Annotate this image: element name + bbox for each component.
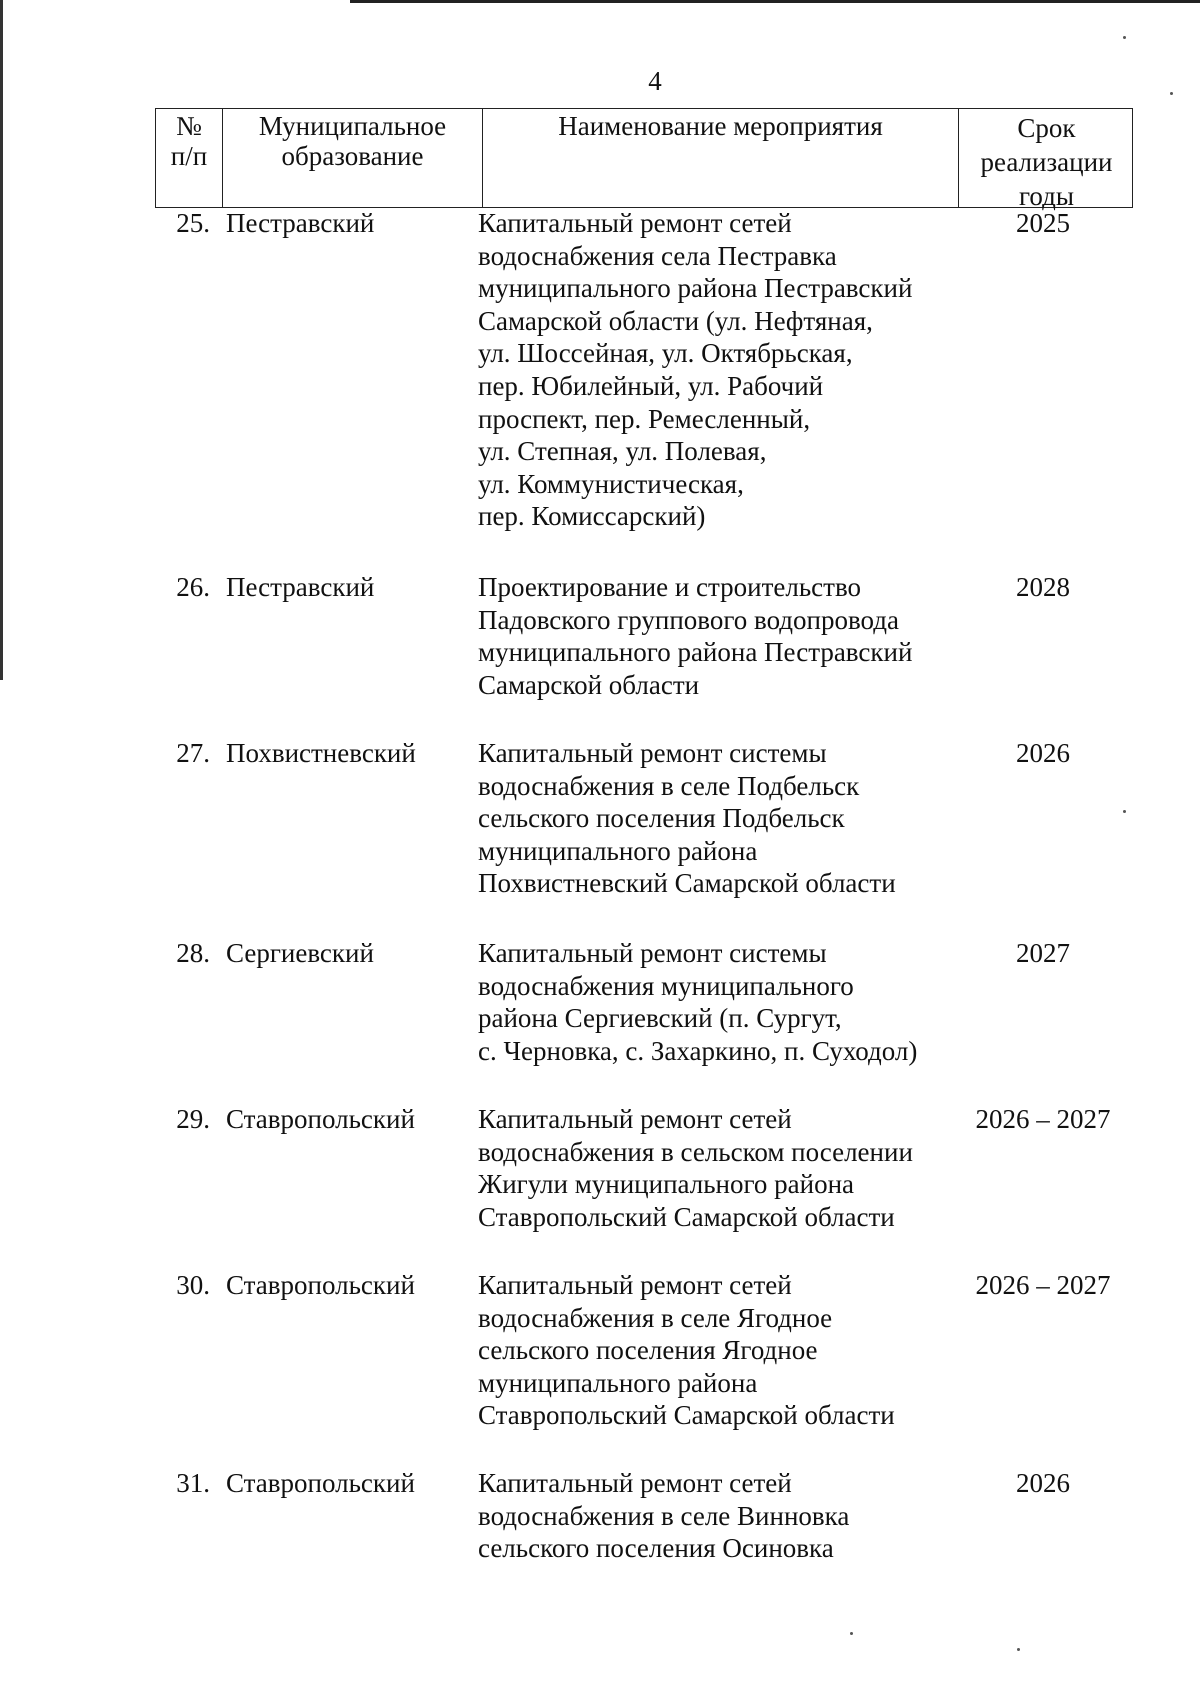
row-event xyxy=(478,571,958,701)
row-event-line: Падовского группового водопровода xyxy=(478,604,900,635)
row-event xyxy=(478,737,958,900)
row-number: 30. xyxy=(176,1270,210,1300)
row-event-line: Жигули муниципального района xyxy=(478,1169,855,1200)
row-term: 2026 – 2027 xyxy=(975,1104,1111,1134)
row-number: 28. xyxy=(176,938,210,968)
row-event-line: района Сергиевский (п. Сургут, xyxy=(478,1003,842,1034)
row-event-line: муниципального района Пестравский xyxy=(478,273,913,304)
row-event-line: Капитальный ремонт сетей xyxy=(478,1270,792,1300)
row-number: 31. xyxy=(176,1468,210,1498)
row-term: 2026 xyxy=(1016,1468,1070,1498)
row-event-line: муниципального района xyxy=(478,1367,758,1398)
top-edge-rule xyxy=(350,0,1200,3)
row-event-line: муниципального района Пестравский xyxy=(478,637,913,668)
header-term-cell xyxy=(959,109,1134,211)
header-municipality-line: образование xyxy=(281,141,424,171)
row-number: 27. xyxy=(176,738,210,768)
row-event-line: пер. Юбилейный, ул. Рабочий xyxy=(478,370,824,401)
row-event xyxy=(478,207,958,533)
row-event-line: сельского поселения Подбельск xyxy=(478,803,845,834)
row-event-line: Капитальный ремонт сетей xyxy=(478,1468,792,1498)
row-municipality: Пестравский xyxy=(226,208,375,238)
row-municipality: Ставропольский xyxy=(226,1104,415,1134)
row-event-line: Капитальный ремонт системы xyxy=(478,938,827,968)
row-event-line: пер. Комиссарский) xyxy=(478,501,706,532)
row-term: 2026 – 2027 xyxy=(975,1270,1111,1300)
header-term-line: Срок xyxy=(1017,113,1076,143)
scan-speck xyxy=(1123,36,1126,39)
row-event xyxy=(478,1269,958,1432)
row-term: 2027 xyxy=(1016,938,1070,968)
header-event-line: Наименование мероприятия xyxy=(558,111,883,141)
row-event-line: Капитальный ремонт системы xyxy=(478,738,827,768)
header-number-line: № xyxy=(176,111,202,141)
row-event xyxy=(478,1103,958,1233)
table-header xyxy=(155,108,1133,211)
scan-speck xyxy=(1123,810,1126,813)
row-event-line: муниципального района xyxy=(478,835,758,866)
row-municipality: Сергиевский xyxy=(226,938,374,968)
header-municipality-cell xyxy=(223,109,483,207)
row-event-line: водоснабжения в селе Подбельск xyxy=(478,770,860,801)
row-event-line: Ставропольский Самарской области xyxy=(478,1201,895,1232)
row-event-line: сельского поселения Ягодное xyxy=(478,1335,818,1366)
row-event-line: водоснабжения в сельском поселении xyxy=(478,1136,913,1167)
row-event-line: водоснабжения в селе Винновка xyxy=(478,1500,850,1531)
header-number-line: п/п xyxy=(170,141,208,171)
header-number-cell xyxy=(156,109,223,207)
row-number: 26. xyxy=(176,572,210,602)
row-event-line: Самарской области (ул. Нефтяная, xyxy=(478,305,873,336)
row-event-line: водоснабжения села Пестравка xyxy=(478,240,837,271)
row-term: 2028 xyxy=(1016,572,1070,602)
row-event-line: ул. Коммунистическая, xyxy=(478,468,744,499)
header-term-line: реализации xyxy=(980,147,1113,177)
row-event-line: Похвистневский Самарской области xyxy=(478,868,896,899)
scan-speck xyxy=(1170,92,1173,95)
scan-speck xyxy=(850,1632,853,1635)
row-term: 2026 xyxy=(1016,738,1070,768)
row-event-line: ул. Степная, ул. Полевая, xyxy=(478,436,767,467)
header-term-line: годы xyxy=(1018,181,1074,211)
row-event-line: сельского поселения Осиновка xyxy=(478,1533,834,1564)
scan-speck xyxy=(1017,1648,1020,1651)
row-event-line: Проектирование и строительство xyxy=(478,572,862,602)
page-number: 4 xyxy=(648,66,662,96)
row-event-line: водоснабжения в селе Ягодное xyxy=(478,1302,833,1333)
row-municipality: Ставропольский xyxy=(226,1270,415,1300)
row-event-line: проспект, пер. Ремесленный, xyxy=(478,403,811,434)
row-number: 25. xyxy=(176,208,210,238)
row-event-line: водоснабжения муниципального xyxy=(478,970,854,1001)
row-event-line: Капитальный ремонт сетей xyxy=(478,1104,792,1134)
left-margin-line xyxy=(0,0,3,680)
header-event-cell xyxy=(483,109,959,207)
row-municipality: Похвистневский xyxy=(226,738,416,768)
row-event xyxy=(478,937,958,1067)
row-event-line: Капитальный ремонт сетей xyxy=(478,208,792,238)
row-municipality: Ставропольский xyxy=(226,1468,415,1498)
row-term: 2025 xyxy=(1016,208,1070,238)
row-municipality: Пестравский xyxy=(226,572,375,602)
row-event-line: с. Черновка, с. Захаркино, п. Суходол) xyxy=(478,1035,918,1066)
row-event-line: Ставропольский Самарской области xyxy=(478,1400,895,1431)
row-event xyxy=(478,1467,958,1565)
header-municipality-line: Муниципальное xyxy=(258,111,447,141)
row-number: 29. xyxy=(176,1104,210,1134)
row-event-line: ул. Шоссейная, ул. Октябрьская, xyxy=(478,338,853,369)
row-event-line: Самарской области xyxy=(478,669,700,700)
